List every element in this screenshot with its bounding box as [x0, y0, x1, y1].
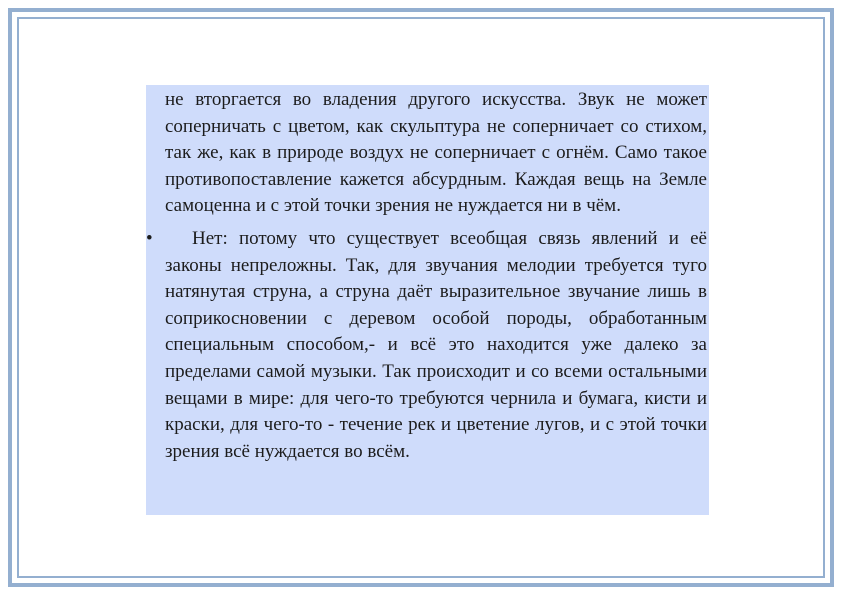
bullet-paragraph-text: Нет: потому что существует всеобщая связь явлений и её законы непреложны. Так, для звучания мелодии требуется туго натянутая струна, а струна даёт выразительное звучание лишь в соприкосновении с деревом особой породы, обработанным специальным способом,- и всё это находится уже далеко за пределами самой музыки. Так происходит и со всеми остальными вещами в мире: для чего-то требуются чернила и бумага, кисти и краски, для чего-то - течение рек и цветение лугов, и с этой точки зрения всё нуждается во всём.	[165, 227, 707, 462]
text-box	[146, 85, 709, 515]
bullet-icon: •	[146, 227, 153, 249]
bullet-paragraph-container	[146, 226, 709, 465]
paragraph-continued: не вторгается во владения другого искусства. Звук не может соперничать с цветом, как скульптура не соперничает со стихом, так же, как в природе воздух не соперничает с огнём. Само такое противопоставление кажется абсурдным. Каждая вещь на Земле самоценна и с этой точки зрения не нуждается ни в чём.	[165, 89, 707, 217]
